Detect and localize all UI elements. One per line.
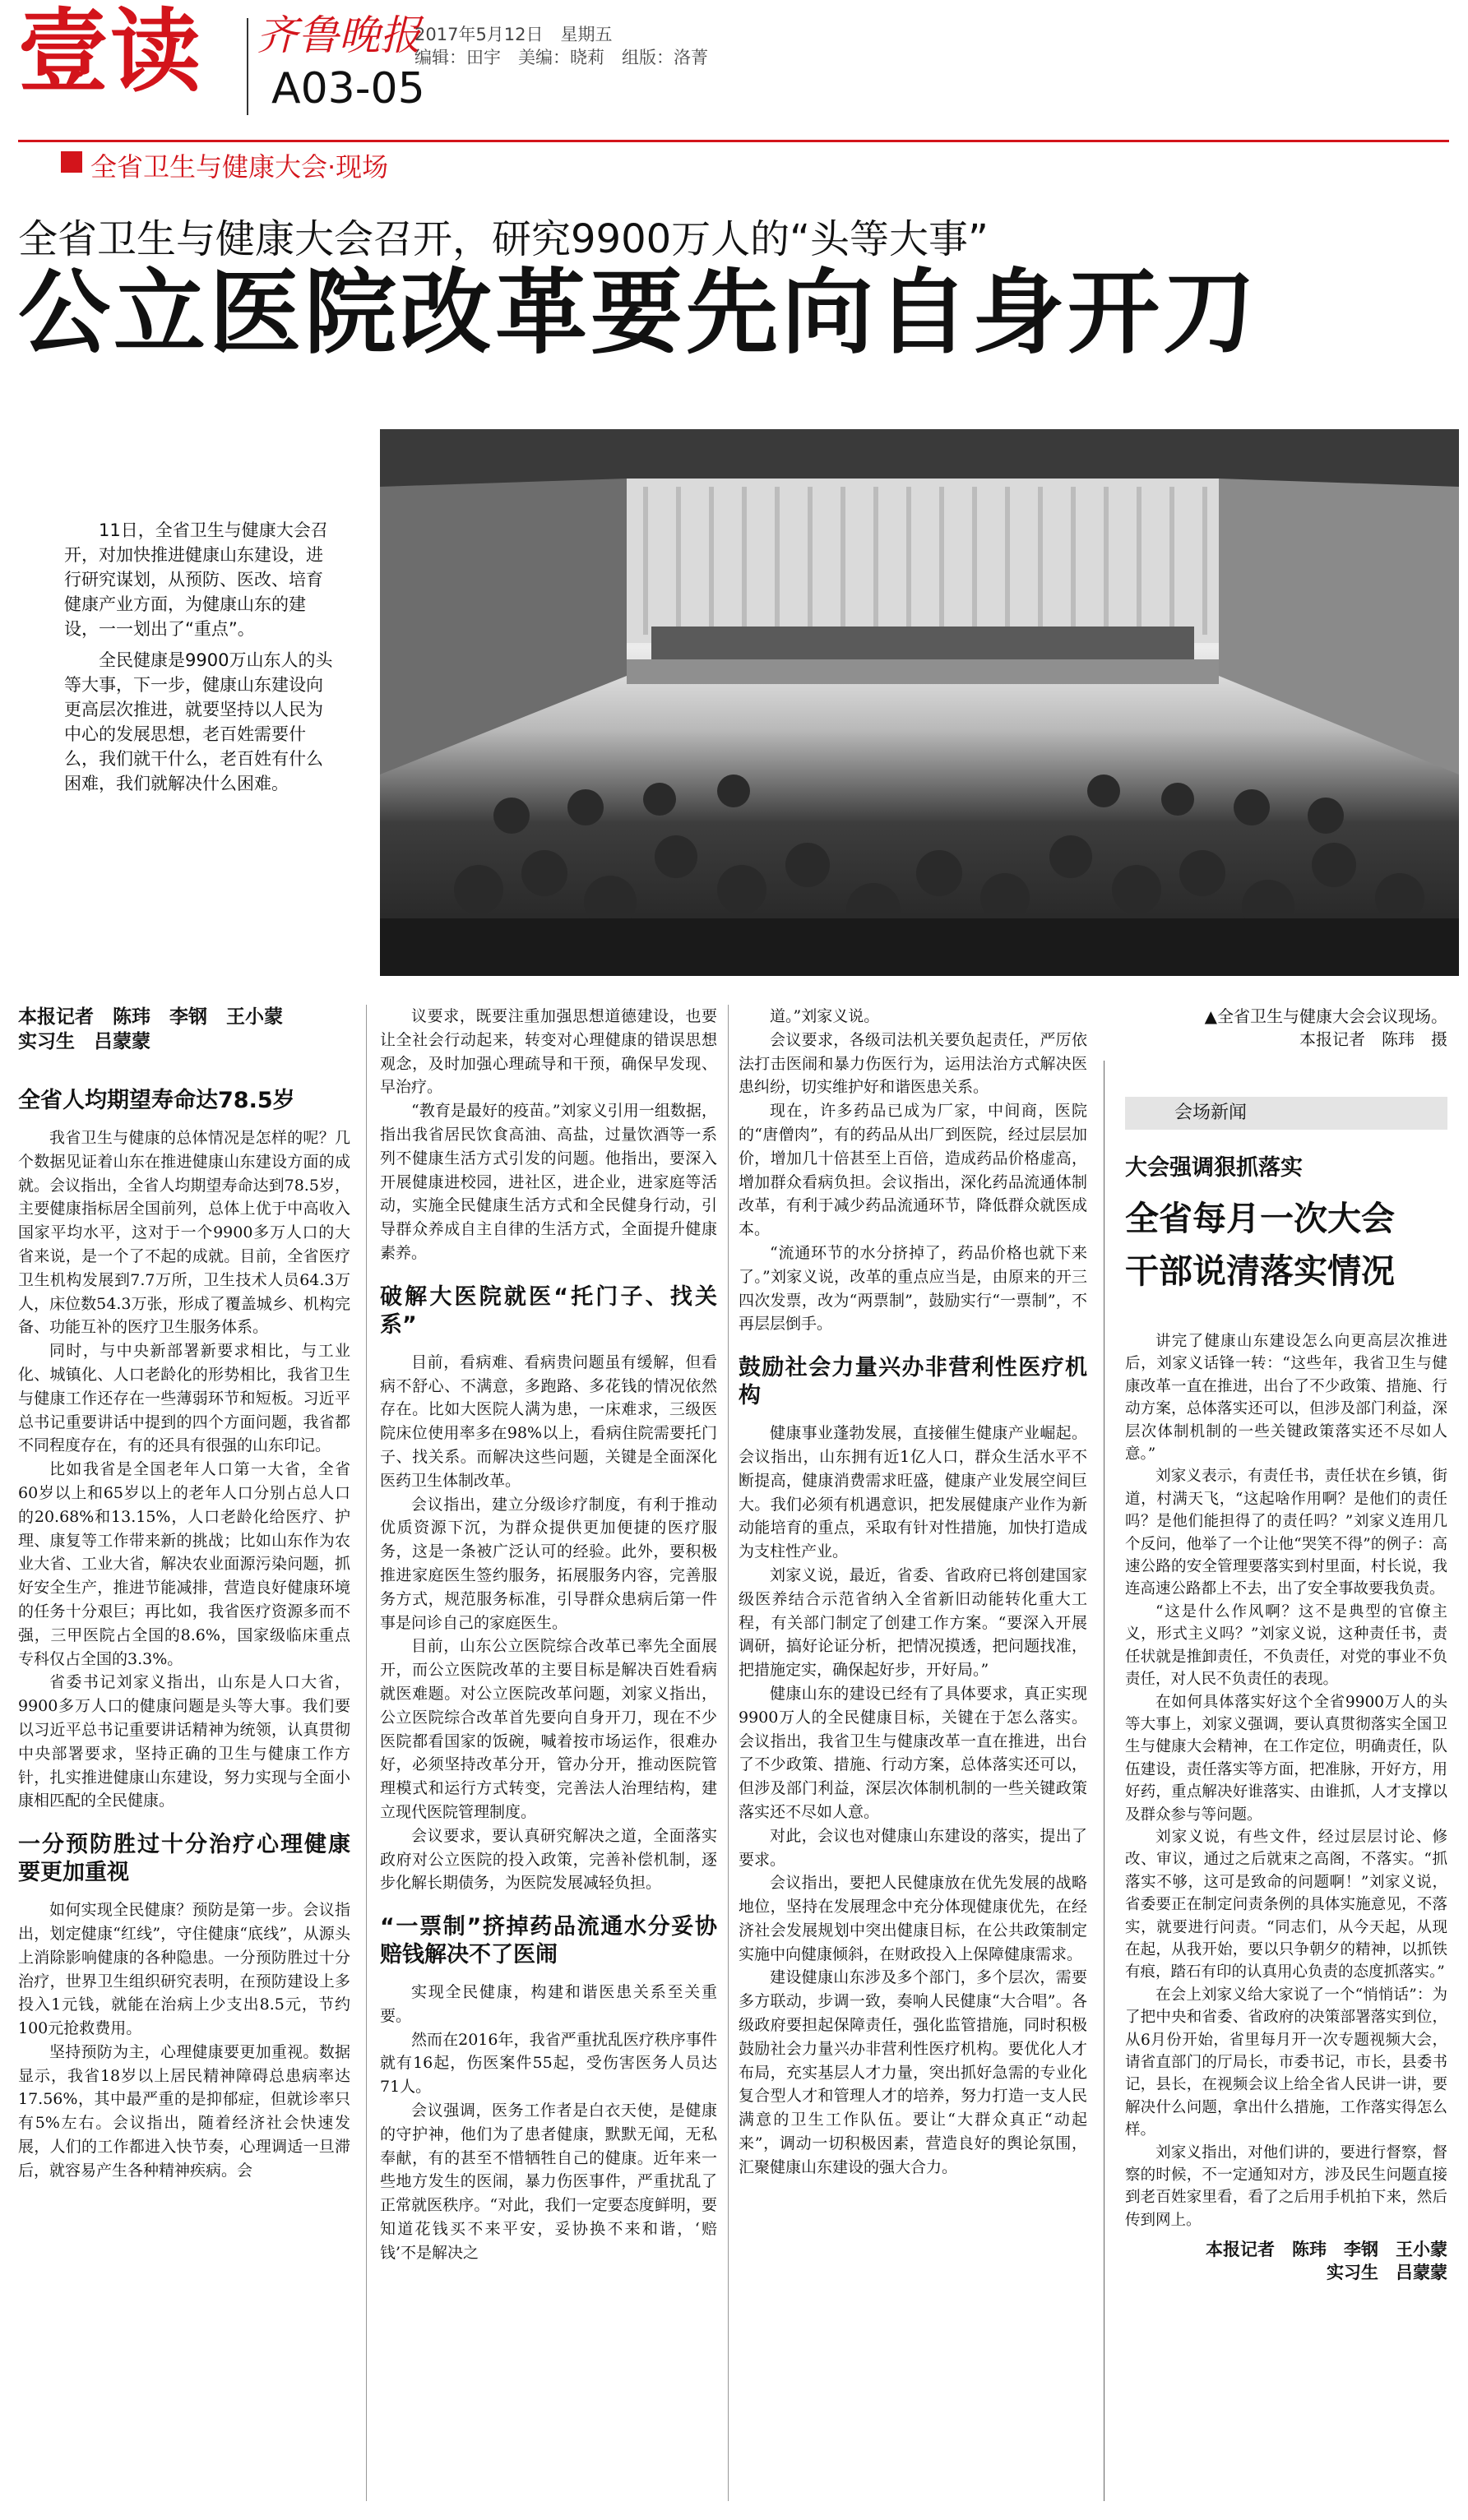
paragraph: 健康山东的建设已经有了具体要求，真正实现9900万人的全民健康目标，关键在于怎么落实。会议指出，我省卫生与健康改革一直在推进，出台了不少政策、措施、行动方案，总体落实还可以，但涉及部门利益，深层次体制机制的一些关键政策落实还不尽如人意。 bbox=[739, 1684, 1087, 1821]
paragraph: 我省卫生与健康的总体情况是怎样的呢？几个数据见证着山东在推进健康山东建设方面的成就。会议指出，全省人均期望寿命达到78.5岁，主要健康指标居全国前列，总体上优于中高收入国家平均水平，这对于一个9900多万人口的大省来说，是一个了不起的成就。目前，全省医疗卫生机构发展到7.7万所，卫生技术人员64.3万人，床位数54.3万张，形成了覆盖城乡、机构完备、功能互补的医疗卫生服务体系。 bbox=[18, 1129, 350, 1337]
sidebar-kicker: 大会强调狠抓落实 bbox=[1125, 1155, 1303, 1181]
masthead-divider bbox=[247, 18, 248, 115]
paragraph: 如何实现全民健康？预防是第一步。会议指出，划定健康“红线”，守住健康“底线”，从源头上消除影响健康的各种隐患。一分预防胜过十分治疗，世界卫生组织研究表明，在预防建设上多投入1元钱，就能在治病上少支出8.5元，节约100元抢救费用。 bbox=[18, 1901, 350, 2038]
paragraph: “教育是最好的疫苗。”刘家义引用一组数据，指出我省居民饮食高油、高盐，过量饮酒等一系列不健康生活方式引发的问题。他指出，要深入开展健康进校园，进社区，进企业，进家庭等活动，实施全民健康生活方式和全民健身行动，引导群众养成自主自律的生活方式，全面提升健康素养。 bbox=[380, 1102, 717, 1262]
photo-credit: 本报记者 陈玮 摄 bbox=[1299, 1029, 1447, 1049]
sidebar-body bbox=[1125, 1330, 1447, 2284]
paragraph: 会议要求，要认真研究解决之道，全面落实政府对公立医院的投入政策，完善补偿机制，逐步化解长期债务，为医院发展减轻负担。 bbox=[380, 1826, 717, 1893]
paragraph: 然而在2016年，我省严重扰乱医疗秩序事件就有16起，伤医案件55起，受伤害医务人员达71人。 bbox=[380, 2030, 717, 2097]
lead-paragraph: 全民健康是9900万山东人的头等大事，下一步，健康山东建设向更高层次推进，就要坚持以人民为中心的发展思想，老百姓需要什么，我们就干什么，老百姓有什么困难，我们就解决什么困难。 bbox=[64, 650, 333, 793]
section-title-big: 壹读 bbox=[18, 0, 202, 104]
paragraph: 会议强调，医务工作者是白衣天使，是健康的守护神，他们为了患者健康，默默无闻，无私奉献，有的甚至不惜牺牲自己的健康。近年来一些地方发生的医闹，暴力伤医事件，严重扰乱了正常就医秩序。“对此，我们一定要态度鲜明，要知道花钱买不来平安，妥协换不来和谐，‘赔钱’不是解决之 bbox=[380, 2102, 717, 2262]
column-divider bbox=[366, 1005, 367, 2501]
byline: 本报记者 陈玮 李钢 王小蒙 bbox=[18, 1006, 283, 1028]
paragraph: 讲完了健康山东建设怎么向更高层次推进后，刘家义话锋一转：“这些年，我省卫生与健康改革一直在推进，出台了不少政策、措施、行动方案，总体落实还可以，但涉及部门利益，深层次体制机制的一些关键政策落实还不尽如人意。” bbox=[1125, 1333, 1447, 1463]
article-lead bbox=[64, 518, 336, 802]
paragraph: 对此，会议也对健康山东建设的落实，提出了要求。 bbox=[739, 1826, 1087, 1869]
paragraph: 会议指出，要把人民健康放在优先发展的战略地位，坚持在发展理念中充分体现健康优先，在经济社会发展规划中突出健康目标，在公共政策制定实施中向健康倾斜，在财政投入上保障健康需求。 bbox=[739, 1874, 1087, 1963]
sidebar-headline-line: 干部说清落实情况 bbox=[1125, 1251, 1395, 1291]
section-label: 全省卫生与健康大会·现场 bbox=[90, 151, 389, 183]
paragraph: “这是什么作风啊？这不是典型的官僚主义，形式主义吗？”刘家义说，这种责任书，责任状就是推卸责任，不负责任，对党的事业不负责任，对人民不负责任的表现。 bbox=[1125, 1602, 1447, 1689]
paper-logo: 齐鲁晚报 bbox=[257, 12, 421, 59]
paragraph: 省委书记刘家义指出，山东是人口大省，9900多万人口的健康问题是头等大事。我们要以习近平总书记重要讲话精神为统领，认真贯彻中央部署要求，坚持正确的卫生与健康工作方针，扎实推进健康山东建设，努力实现与全面小康相匹配的全民健康。 bbox=[18, 1673, 350, 1810]
paragraph: 比如我省是全国老年人口第一大省，全省60岁以上和65岁以上的老年人口分别占总人口的20.68%和13.15%，人口老龄化给医疗、护理、康复等工作带来新的挑战；比如山东作为农业大省、工业大省，解决农业面源污染问题，抓好安全生产，推进节能减排，营造良好健康环境的任务十分艰巨；再比如，我省医疗资源多而不强，三甲医院占全国的8.6%，国家级临床重点专科仅占全国的3.3%。 bbox=[18, 1460, 350, 1668]
photo-caption-line: ▲全省卫生与健康大会会议现场。 bbox=[1204, 1006, 1447, 1026]
conference-photo bbox=[380, 429, 1459, 976]
paragraph: 健康事业蓬勃发展，直接催生健康产业崛起。会议指出，山东拥有近1亿人口，群众生活水平不断提高，健康消费需求旺盛，健康产业发展空间巨大。我们必须有机遇意识，把发展健康产业作为新动能培育的重点，采取有针对性措施，加快打造成为支柱性产业。 bbox=[739, 1424, 1087, 1561]
paragraph: 坚持预防为主，心理健康要更加重视。数据显示，我省18岁以上居民精神障碍总患病率达17.56%，其中最严重的是抑郁症，但就诊率只有5%左右。会议指出，随着经济社会快速发展，人们的工作都进入快节奏，心理调适一旦滞后，就容易产生各种精神疾病。会 bbox=[18, 2042, 350, 2180]
paragraph: 会议要求，各级司法机关要负起责任，严厉依法打击医闹和暴力伤医行为，运用法治方式解决医患纠纷，切实维护好和谐医患关系。 bbox=[739, 1030, 1087, 1097]
subhead: 鼓励社会力量兴办非营利性医疗机构 bbox=[739, 1355, 1087, 1409]
article-column-2 bbox=[380, 1005, 717, 2265]
conference-hall-illustration bbox=[380, 429, 1459, 976]
paragraph: 实现全民健康，构建和谐医患关系至关重要。 bbox=[380, 1983, 717, 2025]
masthead-meta bbox=[414, 23, 708, 69]
paragraph: 现在，许多药品已成为厂家，中间商，医院的“唐僧肉”，有的药品从出厂到医院，经过层层加价，增加几十倍甚至上百倍，造成药品价格虚高，增加群众看病负担。会议指出，深化药品流通体制改革，有利于减少药品流通环节，降低群众就医成本。 bbox=[739, 1102, 1087, 1239]
paragraph: 会议指出，建立分级诊疗制度，有利于推动优质资源下沉，为群众提供更加便捷的医疗服务，这是一条被广泛认可的经验。此外，要积极推进家庭医生签约服务，拓展服务内容，完善服务方式，规范服务标准，引导群众患病后第一件事是问诊自己的家庭医生。 bbox=[380, 1495, 717, 1632]
sidebar-byline: 实习生 吕蒙蒙 bbox=[1327, 2263, 1447, 2283]
paragraph: 目前，山东公立医院综合改革已率先全面展开，而公立医院改革的主要目标是解决百姓看病就医难题。对公立医院改革问题，刘家义指出，公立医院综合改革首先要向自身开刀，现在不少医院都看国家的饭碗，喊着按市场运作，很难办好，必须坚持改革分开，管办分开，推动医院管理模式和运行方式转变，完善法人治理结构，建立现代医院管理制度。 bbox=[380, 1637, 717, 1821]
paragraph: 在如何具体落实好这个全省9900万人的头等大事上，刘家义强调，要认真贯彻落实全国卫生与健康大会精神，在工作定位，明确责任，队伍建设，责任落实等方面，把准脉，开好方，用好药，重点解决好谁落实、由谁抓，人才支撑以及群众参与等问题。 bbox=[1125, 1693, 1447, 1824]
page-code: A03-05 bbox=[271, 64, 425, 113]
section-square-icon bbox=[61, 151, 82, 173]
article-column-1 bbox=[18, 1005, 350, 2183]
paragraph: 建设健康山东涉及多个部门，多个层次，需要多方联动，步调一致，奏响人民健康“大合唱”。各级政府要担起保障责任，强化监管措施，同时积极鼓励社会力量兴办非营利性医疗机构。要优化人才布局，充实基层人才力量，突出抓好急需的专业化复合型人才和管理人才的培养，努力打造一支人民满意的卫生工作队伍。要让“大群众真正“动起来”，调动一切积极因素，营造良好的舆论氛围，汇聚健康山东建设的强大合力。 bbox=[739, 1968, 1087, 2176]
sidebar-headline-line: 全省每月一次大会 bbox=[1125, 1199, 1395, 1238]
column-divider bbox=[728, 1005, 729, 2501]
lead-paragraph: 11日，全省卫生与健康大会召开，对加快推进健康山东建设，进行研究谋划，从预防、医改、培育健康产业方面，为健康山东的建设，一一划出了“重点”。 bbox=[64, 520, 328, 639]
sidebar-headline bbox=[1125, 1192, 1395, 1297]
paragraph: 目前，看病难、看病贵问题虽有缓解，但看病不舒心、不满意，多跑路、多花钱的情况依然存在。比如大医院人满为患，一床难求，三级医院床位使用率多在98%以上，看病住院需要托门子、找关系。而解决这些问题，关键是全面深化医药卫生体制改革。 bbox=[380, 1352, 717, 1490]
paragraph: 同时，与中央新部署新要求相比，与工业化、城镇化、人口老龄化的形势相比，我省卫生与健康工作还存在一些薄弱环节和短板。习近平总书记重要讲话中提到的四个方面问题，我省都不同程度存在，有的还具有很强的山东印记。 bbox=[18, 1342, 350, 1455]
editors-line: 编辑：田宇 美编：晓莉 组版：洛菁 bbox=[414, 48, 708, 67]
paragraph: “流通环节的水分挤掉了，药品价格也就下来了。”刘家义说，改革的重点应当是，由原来的开三四次发票，改为“两票制”，鼓励实行“一票制”，不再层层倒手。 bbox=[739, 1243, 1087, 1334]
paragraph: 刘家义表示，有责任书，责任状在乡镇，街道，村满天飞，“这起啥作用啊？是他们的责任吗？是他们能担得了的责任吗？”刘家义连用几个反问，他举了一个让他“哭笑不得”的例子：高速公路的安全管理要落实到村里面，村长说，我连高速公路都上不去，出了安全事故要我负责。 bbox=[1125, 1468, 1447, 1598]
paragraph: 议要求，既要注重加强思想道德建设，也要让全社会行动起来，转变对心理健康的错误思想观念，及时加强心理疏导和干预，确保早发现、早治疗。 bbox=[380, 1007, 717, 1097]
subhead: 全省人均期望寿命达78.5岁 bbox=[18, 1088, 295, 1113]
article-headline: 公立医院改革要先向自身开刀 bbox=[18, 260, 1258, 367]
paragraph: 在会上刘家义给大家说了一个“悄悄话”：为了把中央和省委、省政府的决策部署落实到位，从6月份开始，省里每月开一次专题视频大会，请省直部门的厅局长，市委书记，市长，县委书记，县长，在视频会议上给全省人民讲一讲，要解决什么问题，拿出什么措施，工作落实得怎么样。 bbox=[1125, 1986, 1447, 2139]
photo-caption bbox=[1168, 1005, 1447, 1051]
sidebar-byline: 本报记者 陈玮 李钢 王小蒙 bbox=[1206, 2240, 1447, 2260]
date-line: 2017年5月12日 星期五 bbox=[414, 25, 613, 44]
subhead: “一票制”挤掉药品流通水分妥协赔钱解决不了医闹 bbox=[380, 1914, 717, 1968]
paragraph: 道。”刘家义说。 bbox=[770, 1007, 880, 1025]
sidebar-tag: 会场新闻 bbox=[1125, 1097, 1447, 1130]
paragraph: 刘家义指出，对他们讲的，要进行督察，督察的时候，不一定通知对方，涉及民生问题直接到老百姓家里看，看了之后用手机拍下来，然后传到网上。 bbox=[1125, 2143, 1447, 2229]
paragraph: 刘家义说，最近，省委、省政府已将创建国家级医养结合示范省纳入全省新旧动能转化重大工程，有关部门制定了创建工作方案。“要深入开展调研，搞好论证分析，把情况摸透，把问题找准，把措施定实，确保起好步，开好局。” bbox=[739, 1565, 1087, 1680]
article-kicker: 全省卫生与健康大会召开，研究9900万人的“头等大事” bbox=[18, 216, 989, 262]
masthead-rule bbox=[18, 140, 1449, 142]
paragraph: 刘家义说，有些文件，经过层层讨论、修改、审议，通过之后就束之高阁，不落实。“抓落实不够，这可是致命的问题啊！”刘家义说，省委要正在制定问责条例的具体实施意见，不落实，就要进行问责。“同志们，从今天起，从现在起，从我开始，要以只争朝夕的精神，以抓铁有痕，踏石有印的认真用心负责的态度抓落实。” bbox=[1125, 1828, 1447, 1981]
subhead: 破解大医院就医“托门子、找关系” bbox=[380, 1283, 717, 1338]
article-column-3 bbox=[739, 1005, 1087, 2180]
subhead: 一分预防胜过十分治疗心理健康要更加重视 bbox=[18, 1832, 350, 1886]
byline: 实习生 吕蒙蒙 bbox=[18, 1031, 151, 1052]
